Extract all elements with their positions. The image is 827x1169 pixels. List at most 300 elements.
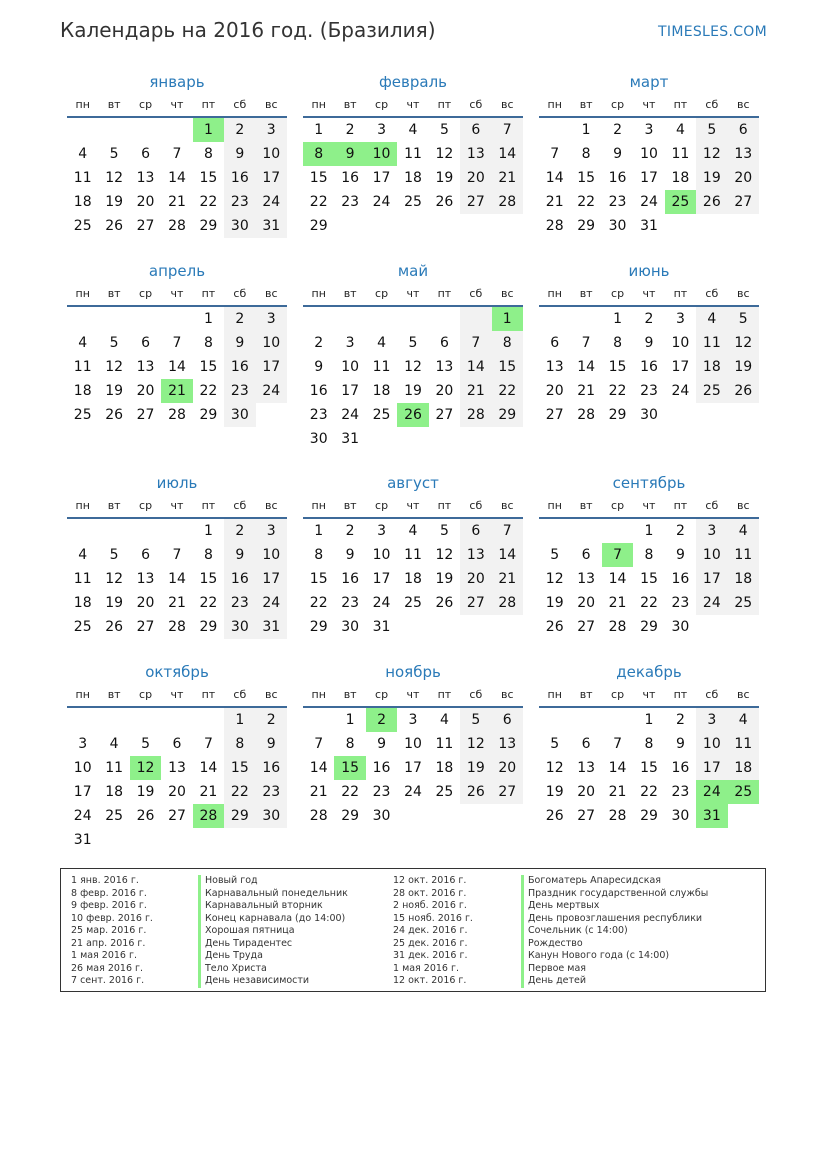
month-name: май [397, 262, 429, 280]
day-cell: 2 [224, 519, 255, 543]
day-cell: 6 [460, 118, 491, 142]
day-cell: 8 [644, 736, 654, 752]
day-cell: 1 [203, 523, 213, 539]
week-row [303, 307, 523, 331]
day-cell: 6 [141, 547, 151, 563]
week-row [67, 166, 287, 190]
day-cell: 15 [492, 355, 523, 379]
legend-date: 7 сент. 2016 г. [71, 975, 145, 986]
week-row [67, 543, 287, 567]
legend-holiday-name: Первое мая [521, 963, 708, 976]
empty-cell [492, 427, 523, 451]
empty-cell [161, 519, 192, 543]
day-cell: 10 [341, 359, 360, 375]
day-cell: 4 [408, 122, 418, 138]
day-cell: 6 [550, 335, 560, 351]
day-cell: 9 [224, 142, 255, 166]
day-cell: 27 [136, 619, 155, 635]
weekday-label: пт [673, 499, 688, 512]
weekday-label: чт [406, 98, 420, 111]
legend-holiday-name: Новый год [198, 875, 348, 888]
weekday-label: вс [500, 688, 514, 701]
day-cell: 17 [341, 383, 360, 399]
empty-cell [728, 615, 759, 639]
day-cell: 20 [136, 595, 155, 611]
day-cell: 26 [545, 619, 564, 635]
weekday-label: пн [547, 98, 562, 111]
day-cell: 16 [256, 756, 287, 780]
weekday-label: вс [264, 98, 278, 111]
day-cell: 21 [460, 379, 491, 403]
day-cell: 1 [203, 311, 213, 327]
day-cell: 17 [671, 359, 690, 375]
day-cell: 5 [109, 335, 119, 351]
day-cell: 2 [345, 523, 355, 539]
day-cell: 7 [314, 736, 324, 752]
day-cell: 23 [372, 784, 391, 800]
day-cell: 19 [105, 595, 124, 611]
day-cell: 12 [696, 142, 727, 166]
empty-cell [460, 804, 491, 828]
week-row [539, 142, 759, 166]
day-cell: 12 [404, 359, 422, 375]
day-cell: 13 [728, 142, 759, 166]
day-cell: 22 [341, 784, 360, 800]
day-cell: 29 [199, 218, 218, 234]
empty-cell [696, 615, 727, 639]
week-row [67, 142, 287, 166]
weekday-label: ср [611, 499, 625, 512]
weekday-label: чт [170, 688, 184, 701]
week-row [303, 214, 523, 238]
day-cell: 17 [404, 760, 422, 776]
day-cell: 4 [408, 523, 418, 539]
day-cell: 4 [439, 712, 449, 728]
weekday-label: чт [406, 499, 420, 512]
empty-cell [696, 403, 727, 427]
weekday-label: ср [375, 688, 389, 701]
empty-cell [67, 708, 98, 732]
day-cell: 3 [78, 736, 88, 752]
day-cell: 21 [161, 379, 192, 403]
day-cell: 13 [136, 170, 155, 186]
day-cell: 23 [309, 407, 328, 423]
day-cell: 9 [675, 736, 685, 752]
day-cell: 20 [136, 383, 155, 399]
empty-cell [429, 804, 460, 828]
day-cell: 4 [728, 708, 759, 732]
day-cell: 11 [696, 331, 727, 355]
day-cell: 28 [193, 804, 224, 828]
legend-date: 26 мая 2016 г. [71, 962, 144, 974]
legend-holiday-name: День Труда [198, 950, 348, 963]
empty-cell [193, 828, 224, 852]
weekday-label: ср [139, 287, 153, 300]
weekday-label: ср [611, 98, 625, 111]
day-cell: 28 [545, 218, 564, 234]
day-cell: 26 [105, 619, 124, 635]
weekday-label: пт [437, 287, 452, 300]
day-cell: 15 [334, 756, 365, 780]
day-cell: 24 [671, 383, 690, 399]
day-cell: 18 [73, 383, 92, 399]
weekday-label: чт [406, 287, 420, 300]
day-cell: 15 [199, 170, 218, 186]
day-cell: 21 [168, 595, 186, 611]
day-cell: 12 [105, 170, 124, 186]
weekday-header [67, 98, 287, 118]
legend-date: 1 мая 2016 г. [393, 962, 459, 974]
day-cell: 28 [460, 403, 491, 427]
day-cell: 14 [492, 142, 523, 166]
week-row [303, 615, 523, 639]
empty-cell [98, 307, 129, 331]
day-cell: 14 [309, 760, 328, 776]
week-row [303, 331, 523, 355]
day-cell: 16 [341, 170, 360, 186]
weekday-header [539, 688, 759, 708]
weekday-label: ср [139, 499, 153, 512]
week-row [539, 615, 759, 639]
day-cell: 5 [728, 307, 759, 331]
day-cell: 4 [728, 519, 759, 543]
week-row [303, 732, 523, 756]
day-cell: 5 [460, 708, 491, 732]
weekday-label: вт [107, 287, 121, 300]
day-cell: 25 [73, 218, 92, 234]
legend-holiday-name: Карнавальный понедельник [198, 888, 348, 901]
weekday-label: вс [500, 287, 514, 300]
empty-cell [570, 519, 601, 543]
day-cell: 21 [545, 194, 564, 210]
day-cell: 5 [109, 547, 119, 563]
empty-cell [602, 519, 633, 543]
day-cell: 11 [404, 547, 422, 563]
day-cell: 22 [640, 784, 658, 800]
week-row [67, 307, 287, 331]
month-name: ноябрь [385, 663, 441, 681]
week-row [303, 567, 523, 591]
legend-holiday-name: Сочельник (с 14:00) [521, 925, 708, 938]
day-cell: 20 [545, 383, 564, 399]
day-cell: 27 [136, 407, 155, 423]
day-cell: 26 [460, 780, 491, 804]
day-cell: 11 [435, 736, 454, 752]
weekday-label: чт [642, 98, 656, 111]
day-cell: 6 [141, 335, 151, 351]
day-cell: 2 [314, 335, 324, 351]
week-row [67, 708, 287, 732]
month-name: июнь [628, 262, 670, 280]
day-cell: 18 [696, 355, 727, 379]
empty-cell [256, 828, 287, 852]
day-cell: 9 [644, 335, 654, 351]
day-cell: 6 [581, 547, 591, 563]
legend-holiday-name: Тело Христа [198, 963, 348, 976]
day-cell: 20 [460, 567, 491, 591]
day-cell: 31 [640, 218, 658, 234]
day-cell: 31 [372, 619, 391, 635]
day-cell: 16 [224, 355, 255, 379]
week-row [67, 615, 287, 639]
day-cell: 26 [397, 403, 428, 427]
day-cell: 31 [341, 431, 360, 447]
month-block [303, 473, 523, 639]
month-block [539, 72, 759, 238]
empty-cell [492, 615, 523, 639]
day-cell: 18 [728, 567, 759, 591]
day-cell: 23 [671, 595, 690, 611]
legend-date: 24 дек. 2016 г. [393, 925, 468, 936]
day-cell: 14 [608, 571, 627, 587]
month-name: апрель [148, 262, 206, 280]
day-cell: 8 [581, 146, 591, 162]
legend-holiday-name: Карнавальный вторник [198, 900, 348, 913]
legend-date: 1 янв. 2016 г. [71, 875, 139, 886]
legend-holiday-name: Канун Нового года (с 14:00) [521, 950, 708, 963]
weekday-label: пт [673, 98, 688, 111]
day-cell: 20 [492, 756, 523, 780]
empty-cell [397, 307, 428, 331]
day-cell: 26 [435, 595, 454, 611]
day-cell: 17 [256, 355, 287, 379]
weekday-label: вс [736, 98, 750, 111]
day-cell: 10 [696, 543, 727, 567]
week-row [539, 804, 759, 828]
legend-date: 31 дек. 2016 г. [393, 950, 468, 961]
weekday-label: ср [139, 98, 153, 111]
day-cell: 1 [644, 523, 654, 539]
week-row [67, 355, 287, 379]
month-block [303, 662, 523, 828]
weekday-label: вт [107, 499, 121, 512]
empty-cell [460, 214, 491, 238]
day-cell: 22 [224, 780, 255, 804]
day-cell: 21 [492, 166, 523, 190]
day-cell: 1 [193, 118, 224, 142]
empty-cell [67, 118, 98, 142]
page-title: Календарь на 2016 год. (Бразилия) [60, 18, 436, 42]
day-cell: 20 [577, 595, 596, 611]
day-cell: 12 [130, 756, 161, 780]
weekday-label: ср [611, 287, 625, 300]
day-cell: 29 [309, 218, 328, 234]
weekday-label: пн [547, 499, 562, 512]
day-cell: 28 [168, 619, 186, 635]
legend-date: 9 февр. 2016 г. [71, 900, 147, 911]
month-block [67, 261, 287, 427]
day-cell: 7 [460, 331, 491, 355]
day-cell: 21 [577, 383, 596, 399]
day-cell: 19 [105, 194, 124, 210]
weekday-header [303, 499, 523, 519]
day-cell: 19 [460, 756, 491, 780]
weekday-label: ср [375, 287, 389, 300]
day-cell: 23 [341, 595, 360, 611]
legend-date: 28 окт. 2016 г. [393, 887, 467, 899]
week-row [303, 804, 523, 828]
week-row [303, 166, 523, 190]
day-cell: 2 [224, 118, 255, 142]
day-cell: 6 [581, 736, 591, 752]
day-cell: 28 [608, 619, 627, 635]
day-cell: 25 [435, 784, 454, 800]
month-name: декабрь [616, 663, 682, 681]
week-row [67, 756, 287, 780]
empty-cell [728, 403, 759, 427]
weekday-header [539, 287, 759, 307]
day-cell: 15 [640, 571, 658, 587]
day-cell: 9 [613, 146, 623, 162]
week-row [67, 804, 287, 828]
day-cell: 9 [345, 547, 355, 563]
day-cell: 1 [345, 712, 355, 728]
day-cell: 18 [435, 760, 454, 776]
day-cell: 8 [644, 547, 654, 563]
day-cell: 13 [577, 571, 596, 587]
weekday-label: пт [201, 499, 216, 512]
weekday-label: вс [736, 499, 750, 512]
day-cell: 31 [256, 214, 287, 238]
month-name: октябрь [145, 663, 209, 681]
day-cell: 16 [341, 571, 360, 587]
day-cell: 2 [675, 712, 685, 728]
day-cell: 8 [203, 335, 213, 351]
day-cell: 11 [728, 732, 759, 756]
day-cell: 14 [608, 760, 627, 776]
weekday-label: вт [343, 499, 357, 512]
weekday-header [303, 287, 523, 307]
day-cell: 9 [675, 547, 685, 563]
day-cell: 27 [545, 407, 564, 423]
day-cell: 24 [73, 808, 92, 824]
legend-holiday-name: Рождество [521, 938, 708, 951]
day-cell: 6 [492, 708, 523, 732]
week-row [303, 355, 523, 379]
weekday-label: вт [107, 98, 121, 111]
legend-right-names [521, 875, 708, 988]
day-cell: 29 [199, 407, 218, 423]
day-cell: 10 [256, 331, 287, 355]
day-cell: 20 [460, 166, 491, 190]
legend-date: 12 окт. 2016 г. [393, 975, 467, 986]
day-cell: 18 [404, 571, 422, 587]
day-cell: 27 [577, 619, 596, 635]
day-cell: 15 [577, 170, 596, 186]
day-cell: 14 [199, 760, 218, 776]
weekday-label: вт [579, 287, 593, 300]
week-row [539, 214, 759, 238]
week-row [303, 190, 523, 214]
empty-cell [98, 519, 129, 543]
day-cell: 3 [256, 519, 287, 543]
day-cell: 5 [408, 335, 418, 351]
empty-cell [130, 828, 161, 852]
day-cell: 19 [545, 595, 564, 611]
empty-cell [224, 828, 255, 852]
month-name: январь [149, 73, 205, 91]
day-cell: 26 [105, 407, 124, 423]
day-cell: 27 [460, 190, 491, 214]
day-cell: 24 [372, 595, 391, 611]
day-cell: 12 [545, 571, 564, 587]
day-cell: 16 [608, 170, 627, 186]
day-cell: 22 [640, 595, 658, 611]
weekday-label: пн [547, 688, 562, 701]
weekday-header [303, 688, 523, 708]
weekday-label: пн [311, 499, 326, 512]
day-cell: 28 [168, 218, 186, 234]
day-cell: 25 [696, 379, 727, 403]
day-cell: 4 [78, 335, 88, 351]
day-cell: 25 [728, 591, 759, 615]
weekday-label: пт [201, 287, 216, 300]
day-cell: 4 [377, 335, 387, 351]
day-cell: 11 [372, 359, 391, 375]
weekday-label: вт [343, 287, 357, 300]
weekday-label: вт [579, 98, 593, 111]
day-cell: 11 [671, 146, 690, 162]
weekday-label: ср [375, 499, 389, 512]
month-block [303, 261, 523, 451]
month-name: сентябрь [612, 474, 686, 492]
day-cell: 21 [608, 784, 627, 800]
day-cell: 18 [728, 756, 759, 780]
day-cell: 27 [136, 218, 155, 234]
weekday-label: чт [170, 499, 184, 512]
month-block [539, 261, 759, 427]
day-cell: 22 [577, 194, 596, 210]
day-cell: 8 [613, 335, 623, 351]
empty-cell [460, 427, 491, 451]
legend-date: 2 нояб. 2016 г. [393, 900, 467, 911]
day-cell: 7 [613, 736, 623, 752]
day-cell: 29 [640, 808, 658, 824]
day-cell: 14 [460, 355, 491, 379]
empty-cell [429, 307, 460, 331]
day-cell: 17 [73, 784, 92, 800]
day-cell: 3 [408, 712, 418, 728]
day-cell: 2 [256, 708, 287, 732]
day-cell: 16 [224, 166, 255, 190]
day-cell: 24 [696, 780, 727, 804]
day-cell: 24 [404, 784, 422, 800]
week-row [303, 543, 523, 567]
day-cell: 15 [199, 571, 218, 587]
day-cell: 24 [256, 190, 287, 214]
day-cell: 22 [309, 194, 328, 210]
week-row [303, 756, 523, 780]
day-cell: 15 [224, 756, 255, 780]
day-cell: 21 [168, 194, 186, 210]
day-cell: 19 [105, 383, 124, 399]
empty-cell [366, 307, 397, 331]
empty-cell [539, 708, 570, 732]
week-row [67, 118, 287, 142]
month-block [67, 473, 287, 639]
day-cell: 30 [341, 619, 360, 635]
day-cell: 30 [608, 218, 627, 234]
day-cell: 20 [577, 784, 596, 800]
day-cell: 5 [439, 523, 449, 539]
day-cell: 30 [372, 808, 391, 824]
day-cell: 18 [372, 383, 391, 399]
week-row [539, 403, 759, 427]
day-cell: 19 [136, 784, 155, 800]
day-cell: 10 [73, 760, 92, 776]
site-link[interactable]: TIMESLES.COM [658, 24, 767, 40]
month-name: август [387, 474, 439, 492]
